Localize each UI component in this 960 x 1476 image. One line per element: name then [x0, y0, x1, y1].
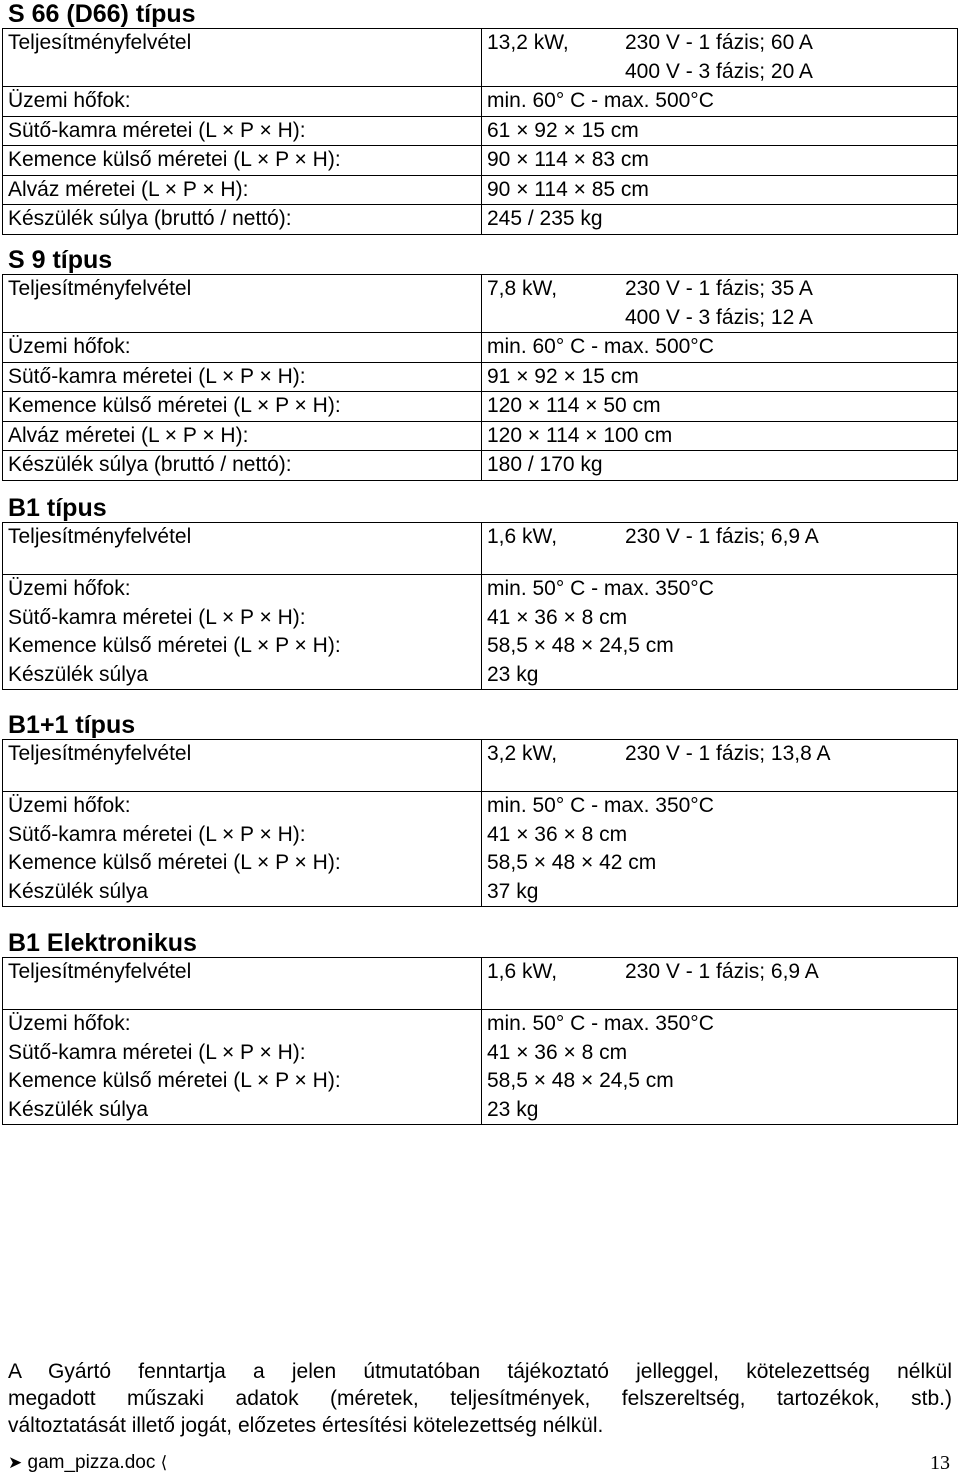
- row-label: Sütő-kamra méretei (L × P × H):: [3, 362, 482, 392]
- table-row: [3, 421, 958, 451]
- section-title: S 9 típus: [8, 246, 113, 274]
- power-line: 400 V - 3 fázis; 20 A: [625, 59, 813, 83]
- power-kw: 7,8 kW,: [487, 277, 558, 300]
- section-title: B1+1 típus: [8, 711, 136, 739]
- row-label: Üzemi hőfok: Sütő-kamra méretei (L × P × H): Kemence külső méretei (L × P × H): Készülék súlya: [3, 575, 482, 690]
- table-row: [3, 116, 958, 146]
- spec-table: [2, 28, 958, 235]
- spec-table: [2, 274, 958, 481]
- row-value: 90 × 114 × 85 cm: [482, 175, 958, 205]
- section-title: S 66 (D66) típus: [8, 0, 196, 28]
- power-label: Teljesítményfelvétel: [3, 523, 482, 575]
- arrow-left-icon: ⟨: [160, 1453, 168, 1472]
- filename: gam_pizza.doc: [27, 1452, 156, 1473]
- spec-table: [2, 739, 958, 907]
- row-value: min. 50° C - max. 350°C 41 × 36 × 8 cm 58,5 × 48 × 42 cm 37 kg: [482, 792, 958, 907]
- power-line: 400 V - 3 fázis; 12 A: [625, 305, 813, 329]
- table-row: [3, 523, 958, 575]
- row-label: Üzemi hőfok:: [3, 333, 482, 363]
- row-value: 91 × 92 × 15 cm: [482, 362, 958, 392]
- spec-table: [2, 957, 958, 1125]
- power-value: [482, 523, 958, 575]
- table-row: [3, 1010, 958, 1125]
- power-label: Teljesítményfelvétel: [3, 29, 482, 87]
- power-kw: 1,6 kW,: [487, 960, 558, 983]
- row-value: min. 60° C - max. 500°C: [482, 87, 958, 117]
- power-kw: 3,2 kW,: [487, 742, 558, 765]
- row-value: min. 50° C - max. 350°C 41 × 36 × 8 cm 58,5 × 48 × 24,5 cm 23 kg: [482, 575, 958, 690]
- power-line: 230 V - 1 fázis; 13,8 A: [625, 742, 831, 765]
- row-label: Készülék súlya (bruttó / nettó):: [3, 451, 482, 481]
- power-line: 230 V - 1 fázis; 60 A: [625, 31, 813, 54]
- row-label: Kemence külső méretei (L × P × H):: [3, 146, 482, 176]
- power-value: [482, 275, 958, 333]
- power-label: Teljesítményfelvétel: [3, 740, 482, 792]
- row-value: 245 / 235 kg: [482, 205, 958, 235]
- disclaimer-line: változtatását illető jogát, előzetes értesítési kötelezettség nélkül.: [8, 1414, 604, 1437]
- power-value: [482, 29, 958, 87]
- table-row: [3, 362, 958, 392]
- row-value: 180 / 170 kg: [482, 451, 958, 481]
- table-row: [3, 958, 958, 1010]
- footer-filename: [8, 1452, 167, 1474]
- table-row: [3, 275, 958, 333]
- row-label: Alváz méretei (L × P × H):: [3, 175, 482, 205]
- section-title: B1 típus: [8, 494, 107, 522]
- table-row: [3, 175, 958, 205]
- power-line: 230 V - 1 fázis; 6,9 A: [625, 960, 819, 983]
- arrow-right-icon: ➤: [8, 1453, 23, 1472]
- section-title: B1 Elektronikus: [8, 929, 197, 957]
- disclaimer-line: A Gyártó fenntartja a jelen útmutatóban tájékoztató jelleggel, kötelezettség nélkül: [8, 1360, 952, 1383]
- power-value: [482, 740, 958, 792]
- row-label: Készülék súlya (bruttó / nettó):: [3, 205, 482, 235]
- page-number: 13: [930, 1452, 950, 1474]
- table-row: [3, 146, 958, 176]
- row-value: 61 × 92 × 15 cm: [482, 116, 958, 146]
- table-row: [3, 87, 958, 117]
- table-row: [3, 333, 958, 363]
- row-label: Üzemi hőfok: Sütő-kamra méretei (L × P × H): Kemence külső méretei (L × P × H): Készülék súlya: [3, 792, 482, 907]
- row-value: 90 × 114 × 83 cm: [482, 146, 958, 176]
- power-line: 230 V - 1 fázis; 35 A: [625, 277, 813, 300]
- row-label: Üzemi hőfok:: [3, 87, 482, 117]
- table-row: [3, 392, 958, 422]
- table-row: [3, 205, 958, 235]
- disclaimer-line: megadott műszaki adatok (méretek, teljesítmények, felszereltség, tartozékok, stb.): [8, 1387, 952, 1410]
- table-row: [3, 29, 958, 87]
- row-value: 120 × 114 × 100 cm: [482, 421, 958, 451]
- table-row: [3, 575, 958, 690]
- row-value: 120 × 114 × 50 cm: [482, 392, 958, 422]
- power-kw: 1,6 kW,: [487, 525, 558, 548]
- table-row: [3, 792, 958, 907]
- disclaimer: [8, 1358, 952, 1439]
- row-value: min. 60° C - max. 500°C: [482, 333, 958, 363]
- row-label: Sütő-kamra méretei (L × P × H):: [3, 116, 482, 146]
- table-row: [3, 451, 958, 481]
- row-value: min. 50° C - max. 350°C 41 × 36 × 8 cm 58,5 × 48 × 24,5 cm 23 kg: [482, 1010, 958, 1125]
- power-line: 230 V - 1 fázis; 6,9 A: [625, 525, 819, 548]
- table-row: [3, 740, 958, 792]
- row-label: Üzemi hőfok: Sütő-kamra méretei (L × P × H): Kemence külső méretei (L × P × H): Készülék súlya: [3, 1010, 482, 1125]
- power-label: Teljesítményfelvétel: [3, 275, 482, 333]
- spec-table: [2, 522, 958, 690]
- power-kw: 13,2 kW,: [487, 31, 569, 54]
- power-label: Teljesítményfelvétel: [3, 958, 482, 1010]
- power-value: [482, 958, 958, 1010]
- row-label: Alváz méretei (L × P × H):: [3, 421, 482, 451]
- row-label: Kemence külső méretei (L × P × H):: [3, 392, 482, 422]
